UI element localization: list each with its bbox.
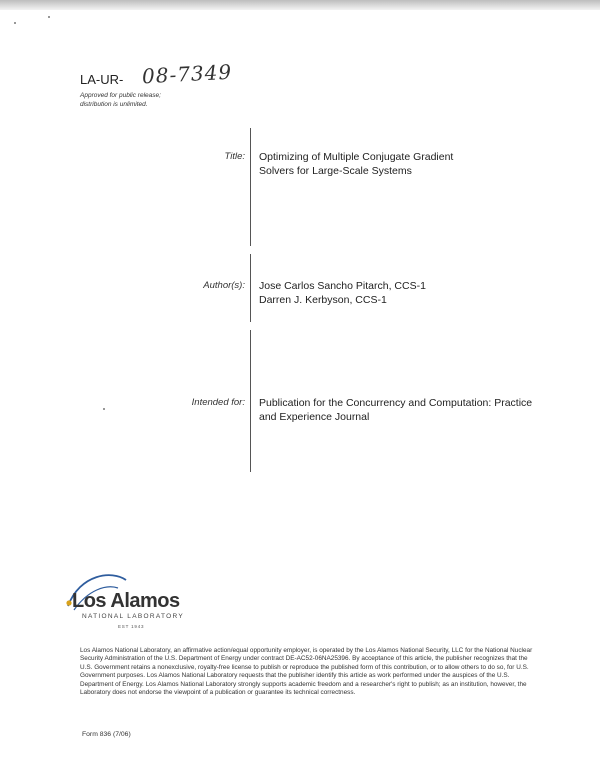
logo-established: EST 1943 [118, 624, 145, 629]
intended-for-line2: and Experience Journal [259, 411, 370, 423]
title-divider [250, 128, 251, 246]
handwritten-report-number: 08-7349 [141, 59, 233, 89]
intended-for-label: Intended for: [191, 397, 245, 408]
authors-divider [250, 254, 251, 322]
authors-label: Author(s): [203, 280, 245, 291]
title-value-line2: Solvers for Large-Scale Systems [259, 165, 412, 177]
intended-for-divider [250, 330, 251, 472]
title-value [259, 150, 453, 178]
authors-value [259, 279, 426, 307]
logo-subtitle: NATIONAL LABORATORY [82, 613, 184, 620]
title-label: Title: [224, 151, 245, 162]
logo-name: Los Alamos [72, 590, 180, 612]
scan-speck [103, 408, 105, 410]
intended-for-value [259, 396, 532, 424]
author-1: Jose Carlos Sancho Pitarch, CCS-1 [259, 280, 426, 292]
form-number: Form 836 (7/06) [82, 731, 131, 738]
report-prefix: LA-UR- [80, 72, 124, 87]
approval-note-line1: Approved for public release; [80, 92, 161, 99]
scan-speck [48, 16, 50, 18]
scan-top-shadow [0, 0, 600, 10]
author-2: Darren J. Kerbyson, CCS-1 [259, 294, 387, 306]
scan-speck [14, 22, 16, 24]
logo-gold-dot [66, 600, 71, 605]
disclaimer-text: Los Alamos National Laboratory, an affirmative action/equal opportunity employer, is operated by the Los Alamos National Security, LLC for the National Nuclear Security Administration of the U.S. Department of Energy under contract DE-AC52-06NA25396. By acceptance of this article, the publisher recognizes that the U.S. Government retains a nonexclusive, royalty-free license to publish or reproduce the published form of this contribution, or to allow others to do so, for U.S. Government purposes. Los Alamos National Laboratory requests that the publisher identify this article as work performed under the auspices of the U.S. Department of Energy. Los Alamos National Laboratory strongly supports academic freedom and a researcher's right to publish; as an institution, however, the Laboratory does not endorse the viewpoint of a publication or guarantee its technical correctness. [80, 647, 533, 697]
approval-note-line2: distribution is unlimited. [80, 101, 148, 108]
intended-for-line1: Publication for the Concurrency and Computation: Practice [259, 397, 533, 409]
approval-note [80, 91, 161, 109]
title-value-line1: Optimizing of Multiple Conjugate Gradient [259, 151, 454, 163]
